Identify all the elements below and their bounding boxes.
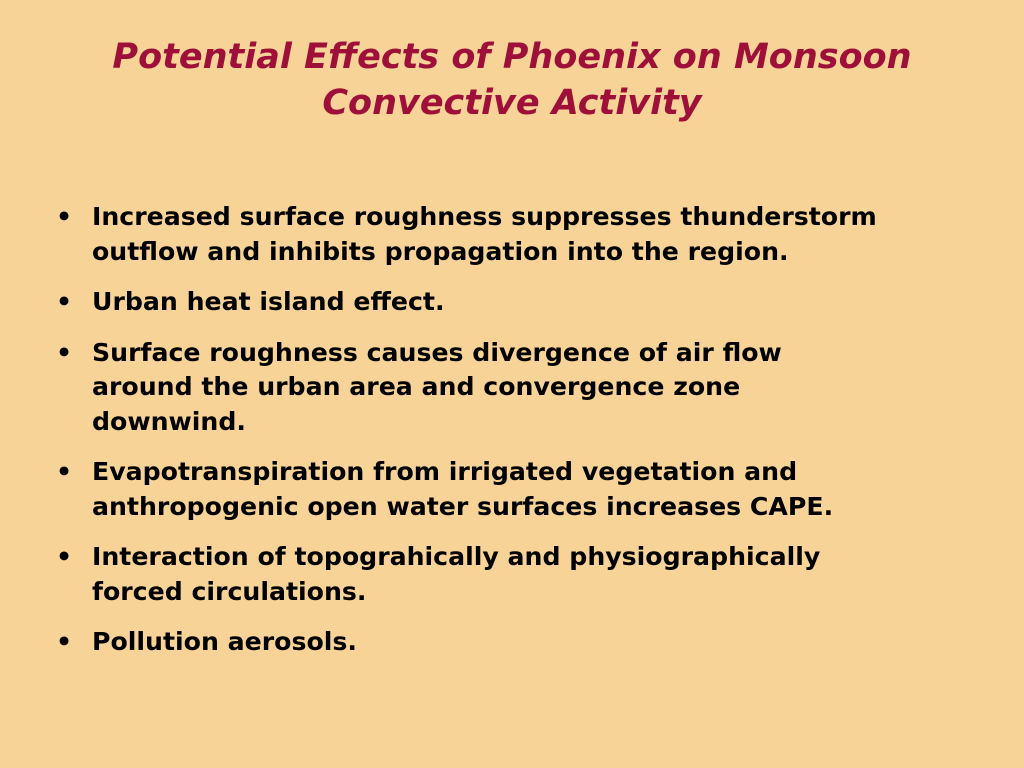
slide-title-line-2: Convective Activity: [322, 83, 702, 123]
bullet-text-line: Urban heat island effect.: [92, 287, 445, 316]
bullet-text-line: around the urban area and convergence zone: [92, 372, 741, 401]
slide-title-line-1: Potential Effects of Phoenix on Monsoon: [112, 37, 912, 77]
bullet-item-2: [56, 285, 991, 320]
bullet-list: [56, 200, 991, 676]
bullet-item-1: [56, 200, 991, 269]
bullet-text-line: Interaction of topograhically and physiographically: [92, 542, 821, 571]
bullet-text-line: downwind.: [92, 406, 246, 436]
slide-title: [40, 34, 984, 126]
bullet-text-line: outflow and inhibits propagation into the region.: [92, 236, 789, 266]
bullet-item-6: [56, 625, 991, 660]
bullet-dot-icon: •: [56, 542, 73, 571]
bullet-text-line: Pollution aerosols.: [92, 627, 357, 656]
bullet-text-line: Evapotranspiration from irrigated vegetation and: [92, 457, 798, 486]
bullet-dot-icon: •: [56, 202, 73, 231]
bullet-item-3: [56, 336, 991, 440]
bullet-item-4: [56, 455, 991, 524]
bullet-text-line: forced circulations.: [92, 576, 367, 606]
bullet-dot-icon: •: [56, 627, 73, 656]
bullet-text-line: Surface roughness causes divergence of air flow: [92, 337, 782, 367]
bullet-item-5: [56, 540, 991, 609]
bullet-dot-icon: •: [56, 457, 73, 486]
bullet-dot-icon: •: [56, 287, 73, 316]
bullet-text-line: anthropogenic open water surfaces increases CAPE.: [92, 491, 834, 521]
bullet-dot-icon: •: [56, 337, 73, 367]
bullet-text-line: Increased surface roughness suppresses thunderstorm: [92, 202, 877, 231]
